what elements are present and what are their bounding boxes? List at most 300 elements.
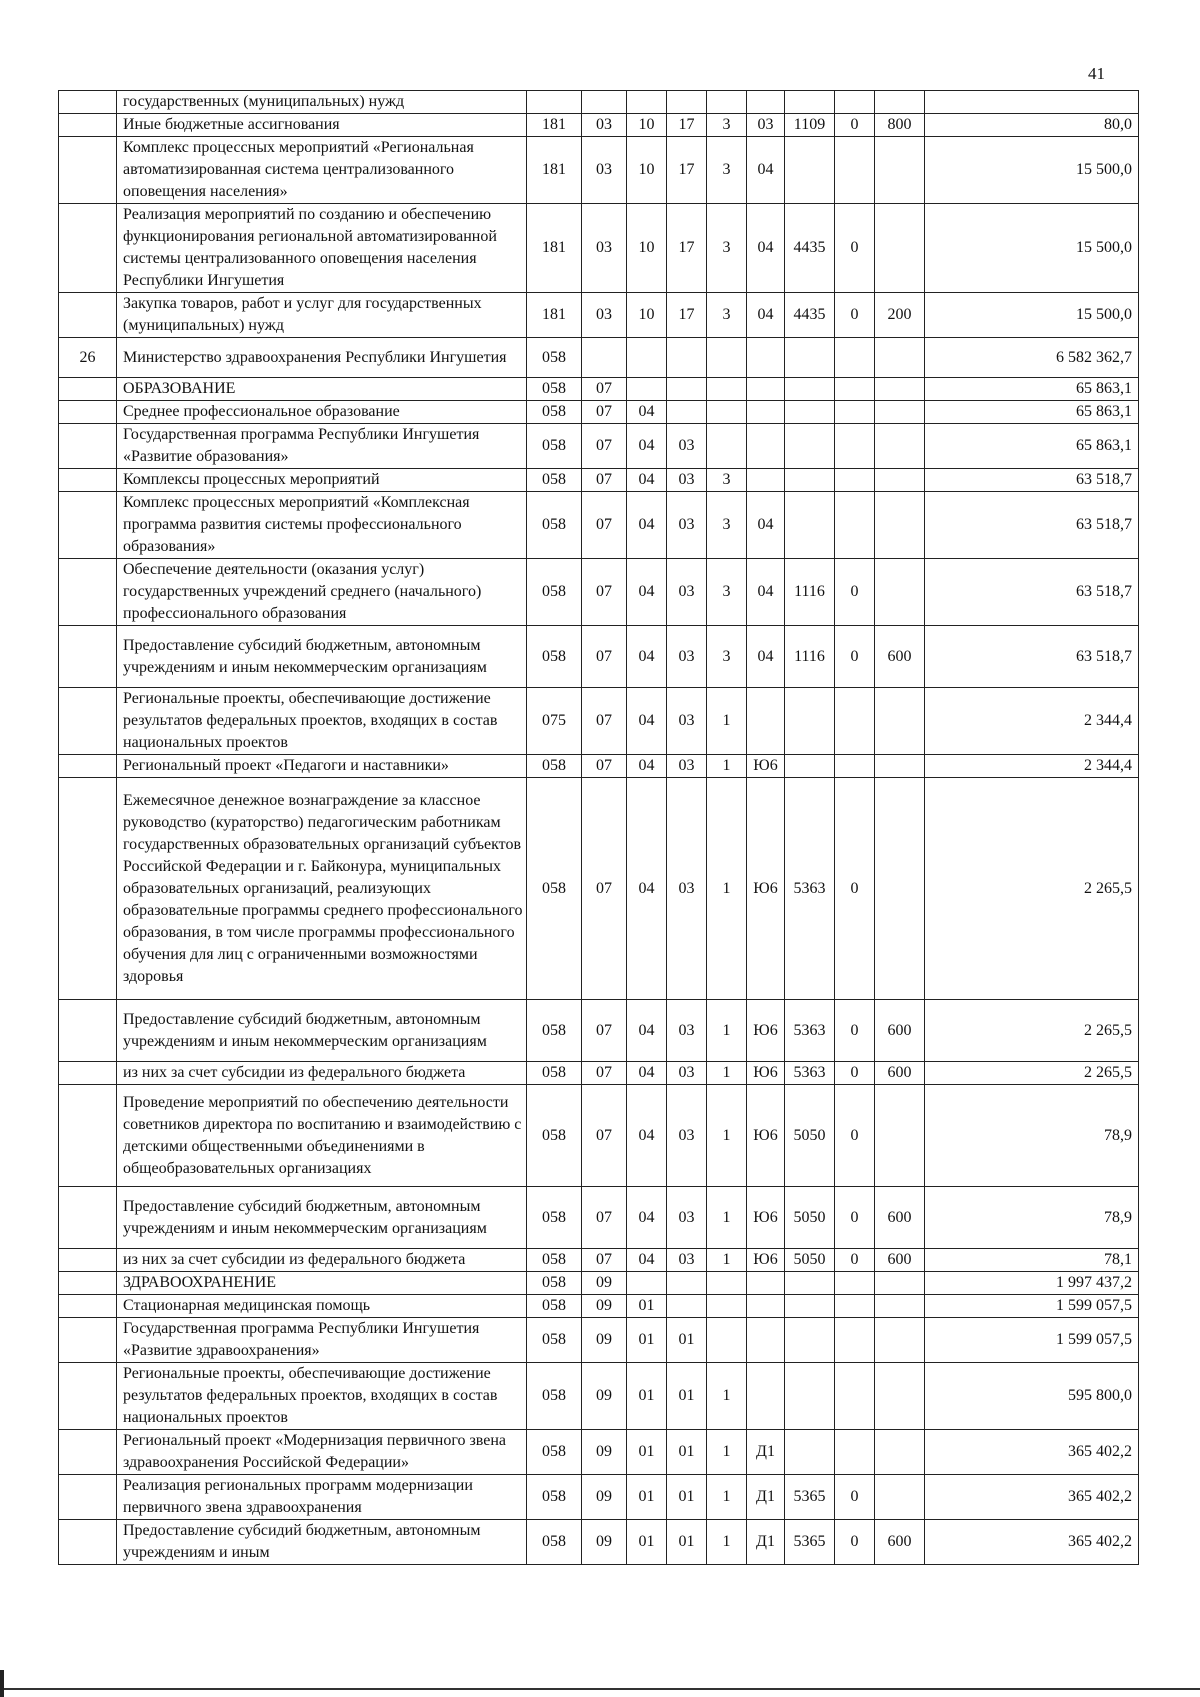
table-row	[59, 1318, 1139, 1363]
row-amount-cell: 78,1	[925, 1249, 1139, 1272]
row-code-cell: 07	[582, 755, 627, 778]
row-code-cell: 1	[707, 1249, 747, 1272]
table-row	[59, 688, 1139, 755]
row-name-cell: Государственная программа Республики Ингушетия «Развитие образования»	[117, 424, 527, 469]
row-code-cell	[707, 424, 747, 469]
row-code-cell: Ю6	[747, 778, 785, 1000]
row-code-cell: 058	[527, 1520, 582, 1565]
row-amount-cell: 63 518,7	[925, 492, 1139, 559]
row-code-cell: 1	[707, 688, 747, 755]
row-code-cell	[785, 492, 835, 559]
row-code-cell: 04	[627, 688, 667, 755]
row-code-cell: 3	[707, 137, 747, 204]
row-amount-cell: 365 402,2	[925, 1430, 1139, 1475]
row-code-cell: 3	[707, 469, 747, 492]
row-code-cell	[835, 137, 875, 204]
row-name-cell: из них за счет субсидии из федерального бюджета	[117, 1249, 527, 1272]
row-code-cell: 5050	[785, 1085, 835, 1187]
row-code-cell: 1	[707, 1520, 747, 1565]
row-code-cell: 04	[627, 1187, 667, 1249]
row-code-cell: 09	[582, 1363, 627, 1430]
row-amount-cell: 2 344,4	[925, 755, 1139, 778]
row-code-cell: 04	[627, 755, 667, 778]
row-number-cell	[59, 293, 117, 338]
row-code-cell: 058	[527, 755, 582, 778]
row-code-cell: 1	[707, 1085, 747, 1187]
row-code-cell: 09	[582, 1520, 627, 1565]
row-amount-cell: 63 518,7	[925, 559, 1139, 626]
row-code-cell	[785, 469, 835, 492]
row-code-cell: 03	[582, 114, 627, 137]
row-number-cell	[59, 1430, 117, 1475]
row-code-cell: 058	[527, 469, 582, 492]
row-number-cell	[59, 755, 117, 778]
row-code-cell: 03	[667, 1187, 707, 1249]
row-code-cell: 03	[582, 204, 627, 293]
row-code-cell	[835, 688, 875, 755]
row-code-cell: 5365	[785, 1520, 835, 1565]
row-code-cell: 07	[582, 492, 627, 559]
row-name-cell: Проведение мероприятий по обеспечению деятельности советников директора по воспитанию и взаимодействию с детскими общественными объединениями в общеобразовательных организациях	[117, 1085, 527, 1187]
row-code-cell	[747, 1272, 785, 1295]
table-row	[59, 626, 1139, 688]
row-code-cell: 07	[582, 1085, 627, 1187]
table-row	[59, 755, 1139, 778]
row-code-cell: 09	[582, 1430, 627, 1475]
row-code-cell: 3	[707, 626, 747, 688]
row-code-cell: 0	[835, 1249, 875, 1272]
row-code-cell	[875, 137, 925, 204]
row-code-cell	[707, 1272, 747, 1295]
table-row	[59, 338, 1139, 378]
row-code-cell: 01	[627, 1475, 667, 1520]
row-code-cell: 600	[875, 626, 925, 688]
row-code-cell: Ю6	[747, 1085, 785, 1187]
row-code-cell: Д1	[747, 1475, 785, 1520]
row-code-cell	[747, 1318, 785, 1363]
row-code-cell: 04	[747, 626, 785, 688]
row-code-cell: 01	[667, 1520, 707, 1565]
row-code-cell: 0	[835, 1085, 875, 1187]
row-code-cell: 10	[627, 204, 667, 293]
row-code-cell	[875, 755, 925, 778]
row-code-cell: 01	[667, 1363, 707, 1430]
row-name-cell: Среднее профессиональное образование	[117, 401, 527, 424]
row-code-cell	[875, 424, 925, 469]
row-name-cell: Региональный проект «Педагоги и наставники»	[117, 755, 527, 778]
row-amount-cell	[925, 91, 1139, 114]
row-code-cell	[582, 338, 627, 378]
table-row	[59, 1475, 1139, 1520]
row-code-cell	[835, 378, 875, 401]
table-row	[59, 1062, 1139, 1085]
row-number-cell	[59, 401, 117, 424]
table-row	[59, 469, 1139, 492]
row-amount-cell: 15 500,0	[925, 293, 1139, 338]
table-row	[59, 114, 1139, 137]
row-code-cell: 03	[667, 778, 707, 1000]
row-number-cell	[59, 469, 117, 492]
row-code-cell: 0	[835, 1062, 875, 1085]
row-code-cell	[785, 1363, 835, 1430]
table-row	[59, 1187, 1139, 1249]
row-code-cell	[785, 378, 835, 401]
table-row	[59, 778, 1139, 1000]
row-code-cell	[875, 688, 925, 755]
row-number-cell	[59, 492, 117, 559]
row-code-cell: 01	[627, 1363, 667, 1430]
row-name-cell: Региональные проекты, обеспечивающие достижение результатов федеральных проектов, входящих в состав национальных проектов	[117, 1363, 527, 1430]
row-code-cell: 181	[527, 114, 582, 137]
row-name-cell: Предоставление субсидий бюджетным, автономным учреждениям и иным некоммерческим организациям	[117, 1000, 527, 1062]
page-number: 41	[1088, 64, 1105, 83]
row-number-cell: 26	[59, 338, 117, 378]
row-code-cell: 0	[835, 1000, 875, 1062]
table-row	[59, 492, 1139, 559]
row-code-cell: 5363	[785, 1000, 835, 1062]
row-name-cell: Предоставление субсидий бюджетным, автономным учреждениям и иным некоммерческим организациям	[117, 626, 527, 688]
table-row	[59, 1272, 1139, 1295]
row-code-cell: 17	[667, 137, 707, 204]
row-code-cell: 5365	[785, 1475, 835, 1520]
row-code-cell: 04	[627, 469, 667, 492]
row-number-cell	[59, 559, 117, 626]
row-code-cell	[667, 1295, 707, 1318]
row-code-cell: 04	[747, 293, 785, 338]
row-code-cell	[835, 338, 875, 378]
table-row	[59, 1085, 1139, 1187]
row-code-cell: 07	[582, 1062, 627, 1085]
row-code-cell	[627, 91, 667, 114]
row-code-cell: 0	[835, 559, 875, 626]
table-row	[59, 137, 1139, 204]
row-code-cell	[785, 1272, 835, 1295]
row-name-cell: Ежемесячное денежное вознаграждение за классное руководство (кураторство) педагогическим работникам государственных образовательных организаций субъектов Российской Федерации и г. Байконура, муниципальных образовательных организаций, реализующих образовательные программы среднего профессионального образования, в том числе программы профессионального обучения для лиц с ограниченными возможностями здоровья	[117, 778, 527, 1000]
row-name-cell: Министерство здравоохранения Республики Ингушетия	[117, 338, 527, 378]
row-code-cell: 3	[707, 293, 747, 338]
row-amount-cell: 65 863,1	[925, 401, 1139, 424]
row-name-cell: Комплекс процессных мероприятий «Региональная автоматизированная система централизованного оповещения населения»	[117, 137, 527, 204]
row-code-cell: 07	[582, 1249, 627, 1272]
row-amount-cell: 595 800,0	[925, 1363, 1139, 1430]
row-number-cell	[59, 1272, 117, 1295]
row-code-cell: 1	[707, 1475, 747, 1520]
row-amount-cell: 15 500,0	[925, 204, 1139, 293]
row-code-cell	[747, 338, 785, 378]
row-code-cell: 03	[582, 293, 627, 338]
row-name-cell: Региональные проекты, обеспечивающие достижение результатов федеральных проектов, входящих в состав национальных проектов	[117, 688, 527, 755]
row-code-cell: 07	[582, 401, 627, 424]
row-amount-cell: 80,0	[925, 114, 1139, 137]
row-number-cell	[59, 1062, 117, 1085]
row-code-cell: 058	[527, 424, 582, 469]
row-code-cell: 3	[707, 114, 747, 137]
row-code-cell	[747, 1295, 785, 1318]
row-code-cell: 0	[835, 778, 875, 1000]
row-amount-cell: 63 518,7	[925, 626, 1139, 688]
table-row	[59, 91, 1139, 114]
row-amount-cell: 63 518,7	[925, 469, 1139, 492]
row-name-cell: Стационарная медицинская помощь	[117, 1295, 527, 1318]
row-code-cell: 07	[582, 559, 627, 626]
row-code-cell: 4435	[785, 204, 835, 293]
row-code-cell: 1	[707, 755, 747, 778]
row-code-cell	[835, 424, 875, 469]
row-code-cell: 04	[747, 559, 785, 626]
row-name-cell: Государственная программа Республики Ингушетия «Развитие здравоохранения»	[117, 1318, 527, 1363]
row-code-cell	[747, 91, 785, 114]
row-code-cell	[835, 1272, 875, 1295]
row-code-cell: 0	[835, 293, 875, 338]
row-code-cell: 600	[875, 1000, 925, 1062]
row-code-cell: 600	[875, 1520, 925, 1565]
row-code-cell: 09	[582, 1475, 627, 1520]
row-code-cell: 04	[627, 492, 667, 559]
row-code-cell	[627, 378, 667, 401]
row-code-cell: 1116	[785, 559, 835, 626]
row-name-cell: Комплексы процессных мероприятий	[117, 469, 527, 492]
table-row	[59, 293, 1139, 338]
row-code-cell: 181	[527, 137, 582, 204]
row-code-cell: 058	[527, 1295, 582, 1318]
table-row	[59, 1000, 1139, 1062]
row-code-cell	[835, 492, 875, 559]
row-code-cell: 058	[527, 1249, 582, 1272]
row-amount-cell: 365 402,2	[925, 1520, 1139, 1565]
row-code-cell	[707, 401, 747, 424]
row-code-cell: 03	[667, 688, 707, 755]
row-name-cell: Реализация мероприятий по созданию и обеспечению функционирования региональной автоматизированной системы централизованного оповещения населения Республики Ингушетия	[117, 204, 527, 293]
row-code-cell	[875, 1272, 925, 1295]
row-code-cell: Д1	[747, 1430, 785, 1475]
row-number-cell	[59, 778, 117, 1000]
row-code-cell: 058	[527, 778, 582, 1000]
row-number-cell	[59, 626, 117, 688]
scan-bottom-edge	[0, 1688, 1200, 1690]
row-code-cell: 181	[527, 293, 582, 338]
row-code-cell: 04	[627, 1000, 667, 1062]
row-code-cell: 01	[627, 1430, 667, 1475]
row-code-cell: 07	[582, 378, 627, 401]
row-name-cell: Региональный проект «Модернизация первичного звена здравоохранения Российской Федерации»	[117, 1430, 527, 1475]
row-name-cell: из них за счет субсидии из федерального бюджета	[117, 1062, 527, 1085]
row-amount-cell: 2 265,5	[925, 1062, 1139, 1085]
table-row	[59, 1295, 1139, 1318]
row-code-cell	[627, 1272, 667, 1295]
row-amount-cell: 6 582 362,7	[925, 338, 1139, 378]
table-row	[59, 204, 1139, 293]
row-code-cell	[835, 1295, 875, 1318]
row-code-cell: 03	[667, 469, 707, 492]
row-code-cell: 07	[582, 1000, 627, 1062]
row-code-cell	[667, 91, 707, 114]
row-code-cell	[785, 755, 835, 778]
row-number-cell	[59, 1295, 117, 1318]
row-code-cell: 0	[835, 626, 875, 688]
row-code-cell: 01	[667, 1318, 707, 1363]
row-code-cell: 07	[582, 1187, 627, 1249]
row-code-cell	[835, 1430, 875, 1475]
row-code-cell: 04	[747, 492, 785, 559]
row-code-cell: 0	[835, 1187, 875, 1249]
row-code-cell	[875, 1085, 925, 1187]
row-code-cell	[785, 401, 835, 424]
row-code-cell: 04	[627, 778, 667, 1000]
row-code-cell: 03	[667, 1000, 707, 1062]
row-number-cell	[59, 1318, 117, 1363]
table-body	[59, 91, 1139, 1565]
row-name-cell: Предоставление субсидий бюджетным, автономным учреждениям и иным некоммерческим организациям	[117, 1187, 527, 1249]
row-number-cell	[59, 1249, 117, 1272]
row-code-cell: 04	[627, 626, 667, 688]
row-code-cell	[627, 338, 667, 378]
row-code-cell	[707, 1318, 747, 1363]
row-code-cell: 04	[627, 559, 667, 626]
row-code-cell	[875, 401, 925, 424]
row-number-cell	[59, 1520, 117, 1565]
row-name-cell: Реализация региональных программ модернизации первичного звена здравоохранения	[117, 1475, 527, 1520]
row-code-cell: Ю6	[747, 1000, 785, 1062]
row-code-cell	[707, 338, 747, 378]
row-code-cell: 4435	[785, 293, 835, 338]
row-code-cell: 01	[667, 1430, 707, 1475]
row-code-cell: 03	[582, 137, 627, 204]
row-code-cell: 600	[875, 1249, 925, 1272]
table-row	[59, 559, 1139, 626]
row-code-cell: 03	[667, 1062, 707, 1085]
row-number-cell	[59, 137, 117, 204]
row-code-cell: 058	[527, 1318, 582, 1363]
row-code-cell	[875, 492, 925, 559]
row-code-cell: 1109	[785, 114, 835, 137]
row-code-cell: 01	[627, 1295, 667, 1318]
row-code-cell	[835, 91, 875, 114]
table-row	[59, 424, 1139, 469]
row-number-cell	[59, 204, 117, 293]
table-row	[59, 1249, 1139, 1272]
row-number-cell	[59, 1085, 117, 1187]
table-row	[59, 1520, 1139, 1565]
row-amount-cell: 78,9	[925, 1187, 1139, 1249]
row-code-cell: 01	[667, 1475, 707, 1520]
row-code-cell	[747, 1363, 785, 1430]
row-code-cell: 800	[875, 114, 925, 137]
table-row	[59, 1363, 1139, 1430]
row-code-cell: 3	[707, 559, 747, 626]
row-code-cell: 04	[747, 204, 785, 293]
row-code-cell: 058	[527, 559, 582, 626]
row-code-cell	[747, 688, 785, 755]
row-code-cell: 1	[707, 778, 747, 1000]
row-code-cell: 09	[582, 1272, 627, 1295]
row-code-cell: 5050	[785, 1187, 835, 1249]
row-code-cell	[875, 1475, 925, 1520]
row-code-cell	[835, 401, 875, 424]
row-name-cell: государственных (муниципальных) нужд	[117, 91, 527, 114]
row-number-cell	[59, 424, 117, 469]
row-code-cell: 03	[667, 492, 707, 559]
row-code-cell	[875, 378, 925, 401]
row-code-cell: 03	[667, 626, 707, 688]
row-amount-cell: 2 265,5	[925, 778, 1139, 1000]
row-code-cell: Ю6	[747, 1249, 785, 1272]
row-code-cell: 058	[527, 401, 582, 424]
row-number-cell	[59, 688, 117, 755]
row-code-cell: 0	[835, 1520, 875, 1565]
row-code-cell: 03	[667, 755, 707, 778]
row-code-cell	[875, 1318, 925, 1363]
row-number-cell	[59, 1000, 117, 1062]
row-code-cell	[527, 91, 582, 114]
row-number-cell	[59, 114, 117, 137]
row-code-cell	[785, 1430, 835, 1475]
row-code-cell: 1	[707, 1062, 747, 1085]
row-code-cell	[785, 338, 835, 378]
row-code-cell: 09	[582, 1295, 627, 1318]
row-code-cell: 07	[582, 688, 627, 755]
row-code-cell	[785, 688, 835, 755]
row-code-cell: Ю6	[747, 755, 785, 778]
row-code-cell: 03	[667, 1085, 707, 1187]
row-code-cell	[707, 1295, 747, 1318]
row-code-cell: 600	[875, 1187, 925, 1249]
row-code-cell	[875, 1363, 925, 1430]
row-code-cell	[835, 469, 875, 492]
row-code-cell: 01	[627, 1318, 667, 1363]
row-code-cell: 058	[527, 626, 582, 688]
row-code-cell: Ю6	[747, 1062, 785, 1085]
row-number-cell	[59, 1475, 117, 1520]
row-code-cell: 1	[707, 1187, 747, 1249]
row-code-cell: 07	[582, 469, 627, 492]
row-code-cell	[667, 1272, 707, 1295]
row-code-cell: 058	[527, 1363, 582, 1430]
row-code-cell: 058	[527, 492, 582, 559]
row-code-cell: 04	[747, 137, 785, 204]
row-code-cell: 3	[707, 492, 747, 559]
row-code-cell: 01	[627, 1520, 667, 1565]
row-code-cell	[707, 378, 747, 401]
row-name-cell: Закупка товаров, работ и услуг для государственных (муниципальных) нужд	[117, 293, 527, 338]
row-number-cell	[59, 1187, 117, 1249]
row-code-cell	[835, 1318, 875, 1363]
row-code-cell	[785, 1295, 835, 1318]
row-code-cell	[707, 91, 747, 114]
row-code-cell: 04	[627, 401, 667, 424]
row-code-cell	[667, 378, 707, 401]
row-amount-cell: 1 599 057,5	[925, 1318, 1139, 1363]
row-name-cell: Обеспечение деятельности (оказания услуг) государственных учреждений среднего (начального) профессионального образования	[117, 559, 527, 626]
row-code-cell: 1116	[785, 626, 835, 688]
row-code-cell: 17	[667, 114, 707, 137]
row-code-cell	[875, 1430, 925, 1475]
row-code-cell: 10	[627, 114, 667, 137]
table-row	[59, 378, 1139, 401]
row-code-cell: 058	[527, 1187, 582, 1249]
row-name-cell: ЗДРАВООХРАНЕНИЕ	[117, 1272, 527, 1295]
row-code-cell: Д1	[747, 1520, 785, 1565]
row-code-cell: 058	[527, 1000, 582, 1062]
row-code-cell	[875, 91, 925, 114]
row-name-cell: Предоставление субсидий бюджетным, автономным учреждениям и иным	[117, 1520, 527, 1565]
row-code-cell	[875, 559, 925, 626]
row-amount-cell: 2 265,5	[925, 1000, 1139, 1062]
row-code-cell: 04	[627, 424, 667, 469]
row-code-cell: 03	[667, 559, 707, 626]
row-code-cell	[875, 204, 925, 293]
row-code-cell	[835, 755, 875, 778]
row-name-cell: Иные бюджетные ассигнования	[117, 114, 527, 137]
